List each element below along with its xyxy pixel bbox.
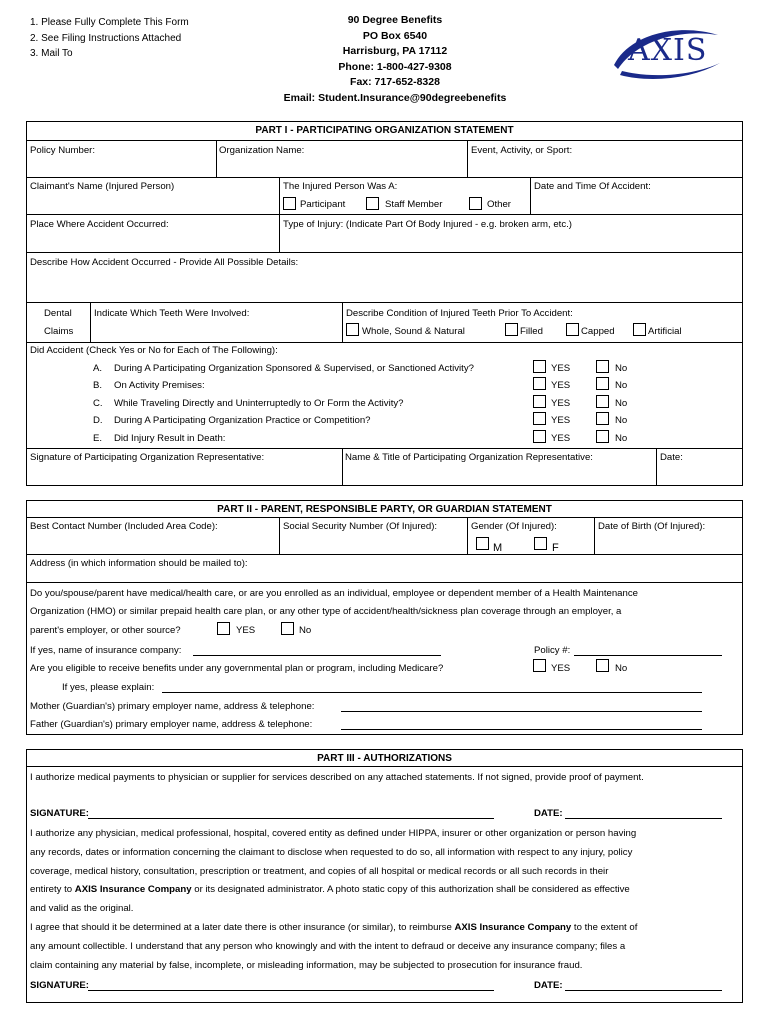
eligible-no-checkbox[interactable] [596,659,609,672]
no-checkbox[interactable] [596,395,609,408]
city-state-zip: Harrisburg, PA 17112 [342,45,448,57]
mother-employer-label: Mother (Guardian's) primary employer name, address & telephone: [30,701,315,712]
policy-number-label: Policy Number: [30,145,96,156]
text-segment: to the extent of [571,922,638,933]
eligible-yes-label: YES [551,663,571,674]
gender-label: Gender (Of Injured): [471,521,557,532]
female-label: F [552,542,559,554]
part-1-title: PART I - PARTICIPATING ORGANIZATION STATEMENT [255,125,514,136]
policy-number-label: Policy #: [534,645,571,656]
type-injury-label: Type of Injury: (Indicate Part Of Body Injured - e.g. broken arm, etc.) [283,219,573,230]
participant-label: Participant [300,199,346,210]
text-segment: entirety to [30,884,75,895]
no-label: No [615,415,628,426]
dob-label: Date of Birth (Of Injured): [598,521,706,532]
staff-member-checkbox[interactable] [366,197,379,210]
company-name-bold: AXIS Insurance Company [74,884,192,895]
signature-line-1[interactable] [88,818,494,819]
question-text: During A Participating Organization Practice or Competition? [114,415,371,426]
logo-text: AXIS [628,33,708,68]
coverage-question-line-1: Do you/spouse/parent have medical/health care, or are you enrolled as an individual, employee or dependent member of a Health Maintenance [30,588,638,599]
question-letter: B. [93,380,103,391]
insurance-company-label: If yes, name of insurance company: [30,645,182,656]
authorization-2-line-3: coverage, medical history, consultation, prescription or treatment, and copies of all hospital or medical records or all such records in their [30,866,609,877]
no-checkbox[interactable] [596,377,609,390]
other-label: Other [487,199,511,210]
part-3-title: PART III - AUTHORIZATIONS [317,753,452,764]
email-address: Email: Student.Insurance@90degreebenefits [283,91,507,104]
po-box: PO Box 6540 [362,29,428,42]
filled-label: Filled [520,326,543,337]
part-1-section [26,121,743,486]
signature-line-2[interactable] [88,990,494,991]
yes-checkbox[interactable] [533,360,546,373]
signature-label-2: SIGNATURE: [30,980,89,991]
condition-label: Describe Condition of Injured Teeth Prior To Accident: [346,308,573,319]
no-checkbox[interactable] [596,360,609,373]
insurance-company-line[interactable] [193,655,441,656]
organization-name-label: Organization Name: [219,145,305,156]
date-label-2: DATE: [534,980,563,991]
question-text: Did Injury Result in Death: [114,433,226,444]
coverage-question-line-2: Organization (HMO) or similar prepaid health care plan, or any other type of accident/health/sickness plan coverage through an employer, a [30,606,622,617]
no-label: No [615,433,628,444]
coverage-no-checkbox[interactable] [281,622,294,635]
father-employer-label: Father (Guardian's) primary employer name, address & telephone: [30,719,313,730]
yes-checkbox[interactable] [533,395,546,408]
filled-checkbox[interactable] [505,323,518,336]
no-checkbox[interactable] [596,412,609,425]
question-text: During A Participating Organization Sponsored & Supervised, or Sanctioned Activity? [114,363,474,374]
form-instructions [30,15,189,62]
mailing-address [220,13,570,106]
yes-label: YES [551,363,571,374]
injured-person-was-label: The Injured Person Was A: [283,181,398,192]
yes-checkbox[interactable] [533,430,546,443]
yes-label: YES [551,433,571,444]
place-label: Place Where Accident Occurred: [30,219,169,230]
capped-checkbox[interactable] [566,323,579,336]
explain-label: If yes, please explain: [62,682,155,693]
text-segment: or its designated administrator. A photo static copy of this authorization shall be considered as effective [191,884,630,895]
instruction-2: 2. See Filing Instructions Attached [30,32,182,44]
date-time-label: Date and Time Of Accident: [534,181,651,192]
describe-label: Describe How Accident Occurred - Provide All Possible Details: [30,257,299,268]
company-name-bold: AXIS Insurance Company [454,922,572,933]
company-name: 90 Degree Benefits [347,14,443,26]
date-line-1[interactable] [565,818,722,819]
date-line-2[interactable] [565,990,722,991]
eligible-no-label: No [615,663,628,674]
authorization-2-line-4 [30,884,630,895]
artificial-label: Artificial [648,326,682,337]
dental-label: Dental [44,308,72,319]
yes-label: YES [551,398,571,409]
no-label: No [615,380,628,391]
father-employer-line[interactable] [341,729,702,730]
yes-checkbox[interactable] [533,377,546,390]
part-2-title: PART II - PARENT, RESPONSIBLE PARTY, OR GUARDIAN STATEMENT [217,504,552,515]
yes-label: YES [551,415,571,426]
participant-checkbox[interactable] [283,197,296,210]
instruction-3: 3. Mail To [30,48,73,59]
ssn-label: Social Security Number (Of Injured): [283,521,438,532]
question-text: On Activity Premises: [114,380,205,391]
male-checkbox[interactable] [476,537,489,550]
part-2-section [26,500,743,735]
whole-sound-label: Whole, Sound & Natural [362,326,465,337]
claims-label: Claims [44,326,74,337]
no-checkbox[interactable] [596,430,609,443]
other-checkbox[interactable] [469,197,482,210]
no-label: No [615,398,628,409]
authorization-2-line-2: any records, dates or information concerning the claimant to disclose when requested to do so, all information with respect to any injury, policy [30,847,633,858]
text-segment: I agree that should it be determined at a later date there is other insurance (or similar), to reimburse [30,922,455,933]
authorization-2-line-5: and valid as the original. [30,903,134,914]
instruction-1: 1. Please Fully Complete This Form [30,17,189,28]
eligible-yes-checkbox[interactable] [533,659,546,672]
claimant-name-label: Claimant's Name (Injured Person) [30,181,175,192]
capped-label: Capped [581,326,615,337]
question-letter: A. [93,363,103,374]
explain-line[interactable] [162,692,702,693]
authorization-1: I authorize medical payments to physician or supplier for services described on any attached statements. If not signed, provide proof of payment. [30,772,644,783]
yes-checkbox[interactable] [533,412,546,425]
question-text: While Traveling Directly and Uninterruptedly to Or Form the Activity? [114,398,404,409]
signature-label-1: SIGNATURE: [30,808,89,819]
teeth-label: Indicate Which Teeth Were Involved: [94,308,250,319]
axis-logo [610,25,728,85]
question-letter: D. [93,415,103,426]
no-label: No [615,363,628,374]
artificial-checkbox[interactable] [633,323,646,336]
phone-number: Phone: 1-800-427-9308 [338,60,452,73]
mother-employer-line[interactable] [341,711,702,712]
yes-label: YES [551,380,571,391]
coverage-yes-checkbox[interactable] [217,622,230,635]
question-letter: C. [93,398,103,409]
signature-rep-label: Signature of Participating Organization Representative: [30,452,265,463]
authorization-3-line-2: any amount collectible. I understand that any person who knowingly and with the intent to defraud or deceive any insurance company; files a [30,941,626,952]
coverage-no-label: No [299,625,312,636]
female-checkbox[interactable] [534,537,547,550]
coverage-yes-label: YES [236,625,256,636]
name-title-rep-label: Name & Title of Participating Organization Representative: [345,452,593,463]
eligible-question: Are you eligible to receive benefits under any governmental plan or program, including Medicare? [30,663,444,674]
coverage-question-line-3: parent's employer, or other source? [30,625,181,636]
authorization-2-line-1: I authorize any physician, medical professional, hospital, covered entity as defined under HIPPA, insurer or other organization or person having [30,828,637,839]
date-label-1: DATE: [534,808,563,819]
address-label: Address (in which information should be mailed to): [30,558,248,569]
contact-number-label: Best Contact Number (Included Area Code): [30,521,218,532]
whole-sound-checkbox[interactable] [346,323,359,336]
fax-number: Fax: 717-652-8328 [350,76,440,88]
event-sport-label: Event, Activity, or Sport: [471,145,573,156]
male-label: M [493,542,503,554]
policy-number-line[interactable] [574,655,722,656]
question-letter: E. [93,433,103,444]
authorization-3-line-3: claim containing any material by false, incomplete, or misleading information, may be subjected to prosecution for insurance fraud. [30,960,583,971]
authorization-3-line-1 [30,922,637,933]
did-accident-label: Did Accident (Check Yes or No for Each of The Following): [30,345,278,356]
staff-member-label: Staff Member [385,199,443,210]
date-label: Date: [660,452,683,463]
